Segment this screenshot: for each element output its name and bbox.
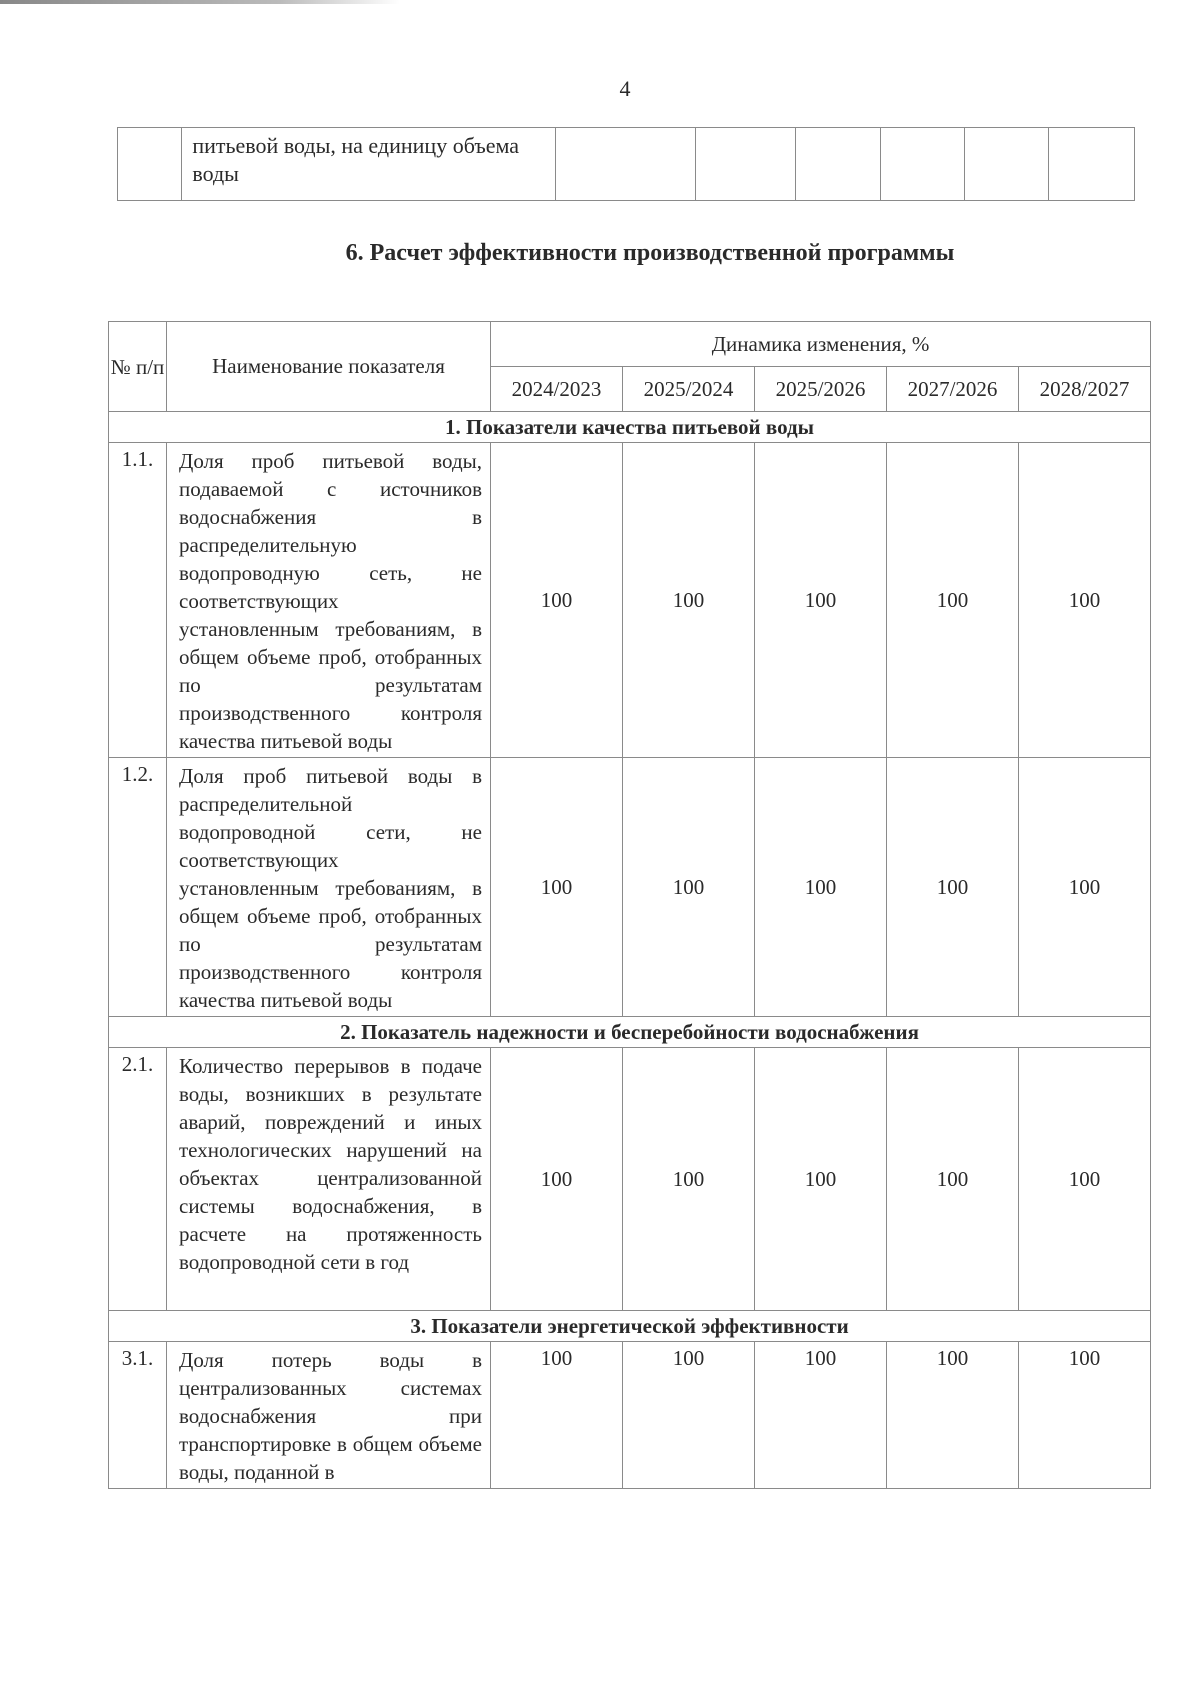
scan-edge-mark [0, 0, 400, 4]
group-row [109, 412, 1151, 443]
header-year: 2025/2024 [623, 367, 755, 412]
value-cell: 100 [887, 1342, 1019, 1489]
value-cell [965, 128, 1049, 201]
group-row [109, 1311, 1151, 1342]
indicator-name: Доля проб питьевой воды в распределительной водопроводной сети, не соответствующих установленным требованиям, в общем объеме проб, отобранных по результатам производственного контроля качества питьевой воды [167, 758, 491, 1017]
table-row [109, 1048, 1151, 1311]
row-number: 3.1. [109, 1342, 167, 1489]
value-cell [1049, 128, 1135, 201]
header-year: 2027/2026 [887, 367, 1019, 412]
value-cell: 100 [623, 1048, 755, 1311]
group-row [109, 1017, 1151, 1048]
indicator-name: Количество перерывов в подаче воды, возникших в результате аварий, повреждений и иных технологических нарушений на объектах централизованной системы водоснабжения, в расчете на протяженность водопроводной сети в год [167, 1048, 491, 1311]
value-cell [696, 128, 796, 201]
header-year: 2028/2027 [1019, 367, 1151, 412]
value-cell: 100 [887, 758, 1019, 1017]
value-cell: 100 [623, 758, 755, 1017]
value-cell [555, 128, 695, 201]
group-title: 1. Показатели качества питьевой воды [109, 412, 1151, 443]
value-cell: 100 [755, 1048, 887, 1311]
row-number: 2.1. [109, 1048, 167, 1311]
value-cell: 100 [491, 758, 623, 1017]
value-cell: 100 [755, 443, 887, 758]
header-num: № п/п [109, 322, 167, 412]
value-cell: 100 [887, 1048, 1019, 1311]
row-number: 1.2. [109, 758, 167, 1017]
group-title: 2. Показатель надежности и бесперебойности водоснабжения [109, 1017, 1151, 1048]
value-cell: 100 [491, 1342, 623, 1489]
value-cell: 100 [1019, 1342, 1151, 1489]
value-cell: 100 [623, 1342, 755, 1489]
value-cell: 100 [1019, 443, 1151, 758]
value-cell: 100 [1019, 758, 1151, 1017]
table-row [109, 1342, 1151, 1489]
header-dynamics: Динамика изменения, % [491, 322, 1151, 367]
value-cell [880, 128, 964, 201]
table-row [109, 758, 1151, 1017]
header-row [109, 322, 1151, 367]
group-title: 3. Показатели энергетической эффективности [109, 1311, 1151, 1342]
value-cell: 100 [623, 443, 755, 758]
continuation-table [117, 127, 1135, 201]
efficiency-table [108, 321, 1151, 1489]
value-cell: 100 [755, 1342, 887, 1489]
table-row [109, 443, 1151, 758]
page-number: 4 [619, 76, 631, 101]
header-name: Наименование показателя [167, 322, 491, 412]
indicator-name-cell: питьевой воды, на единицу объема воды [182, 128, 555, 201]
header-year: 2024/2023 [491, 367, 623, 412]
indicator-name: Доля потерь воды в централизованных системах водоснабжения при транспортировке в общем объеме воды, поданной в [167, 1342, 491, 1489]
value-cell: 100 [1019, 1048, 1151, 1311]
header-year: 2025/2026 [755, 367, 887, 412]
value-cell: 100 [887, 443, 1019, 758]
value-cell: 100 [491, 1048, 623, 1311]
value-cell [796, 128, 880, 201]
indicator-name: Доля проб питьевой воды, подаваемой с источников водоснабжения в распределительную водопроводную сеть, не соответствующих установленным требованиям, в общем объеме проб, отобранных по результатам производственного контроля качества питьевой воды [167, 443, 491, 758]
table-row [118, 128, 1135, 201]
row-number: 1.1. [109, 443, 167, 758]
num-cell [118, 128, 182, 201]
value-cell: 100 [491, 443, 623, 758]
value-cell: 100 [755, 758, 887, 1017]
section-title: 6. Расчет эффективности производственной программы [345, 240, 955, 266]
